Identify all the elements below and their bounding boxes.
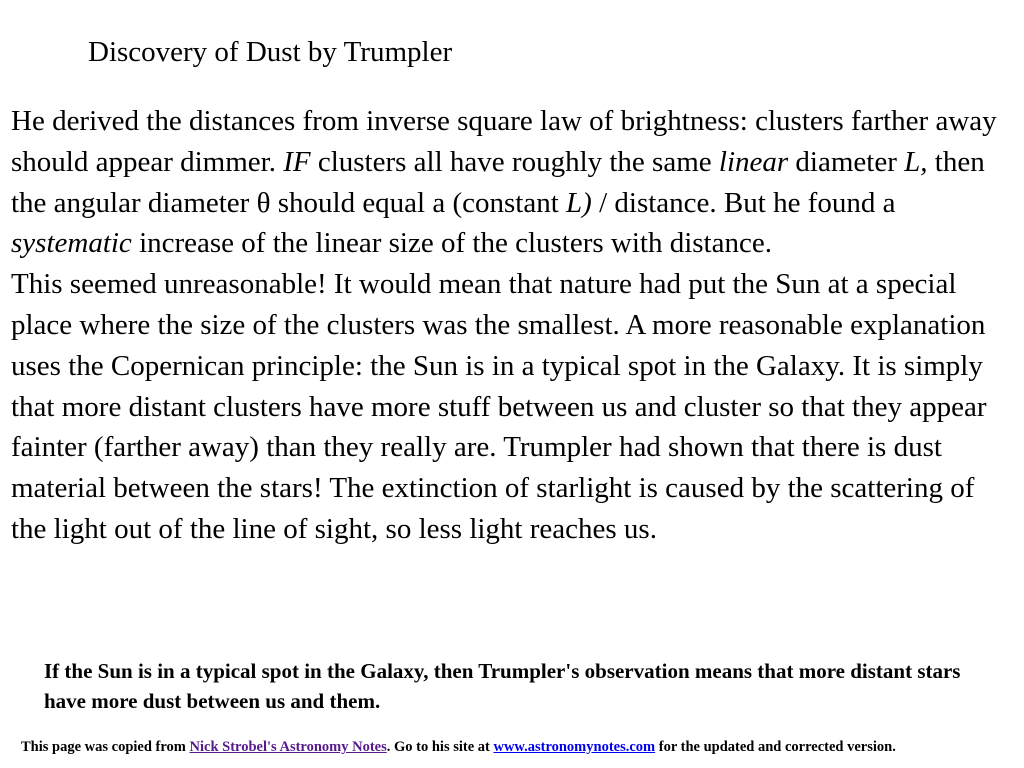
p1-emphasis-linear: linear: [718, 145, 789, 178]
p1-text-3: diameter: [788, 145, 905, 178]
p1-emphasis-L1: L,: [904, 145, 928, 178]
p1-text-2: clusters all have roughly the same: [310, 145, 719, 178]
p1-text-5: / distance. But he found a: [591, 186, 896, 219]
footer-prefix: This page was copied from: [21, 739, 190, 755]
p1-emphasis-if: IF: [283, 145, 311, 178]
footer-middle: . Go to his site at: [386, 739, 494, 755]
astronomy-notes-link[interactable]: Nick Strobel's Astronomy Notes: [189, 739, 387, 755]
page-title: Discovery of Dust by Trumpler: [88, 36, 453, 68]
p1-text-4: then the angular diameter θ should equal a (constant: [11, 145, 985, 219]
footer-attribution: [21, 736, 896, 758]
paragraph-copernican: This seemed unreasonable! It would mean that nature had put the Sun at a special place where the size of the clusters was the smallest. A more reasonable explanation uses the Copernican principle: the Sun is in a typical spot in the Galaxy. It is simply that more distant clusters have more stuff between us and cluster so that they appear fainter (farther away) than they really are. Trumpler had shown that there is dust material between the stars! The extinction of starlight is caused by the scattering of the light out of the line of sight, so less light reaches us.: [11, 268, 987, 545]
p1-text-1: He derived the distances from inverse square law of brightness: clusters farther away should appear dimmer.: [11, 105, 997, 178]
paragraph-distances: [11, 101, 1011, 264]
p1-text-6: increase of the linear size of the clusters with distance.: [131, 227, 772, 260]
p1-emphasis-L2: L): [566, 186, 592, 219]
site-url-link[interactable]: www.astronomynotes.com: [493, 739, 656, 755]
footer-suffix: for the updated and corrected version.: [655, 739, 896, 755]
p1-emphasis-systematic: systematic: [11, 227, 132, 260]
conclusion-note: If the Sun is in a typical spot in the Galaxy, then Trumpler's observation means that more distant stars have more dust between us and them.: [44, 659, 961, 713]
body-text: [11, 101, 1011, 550]
